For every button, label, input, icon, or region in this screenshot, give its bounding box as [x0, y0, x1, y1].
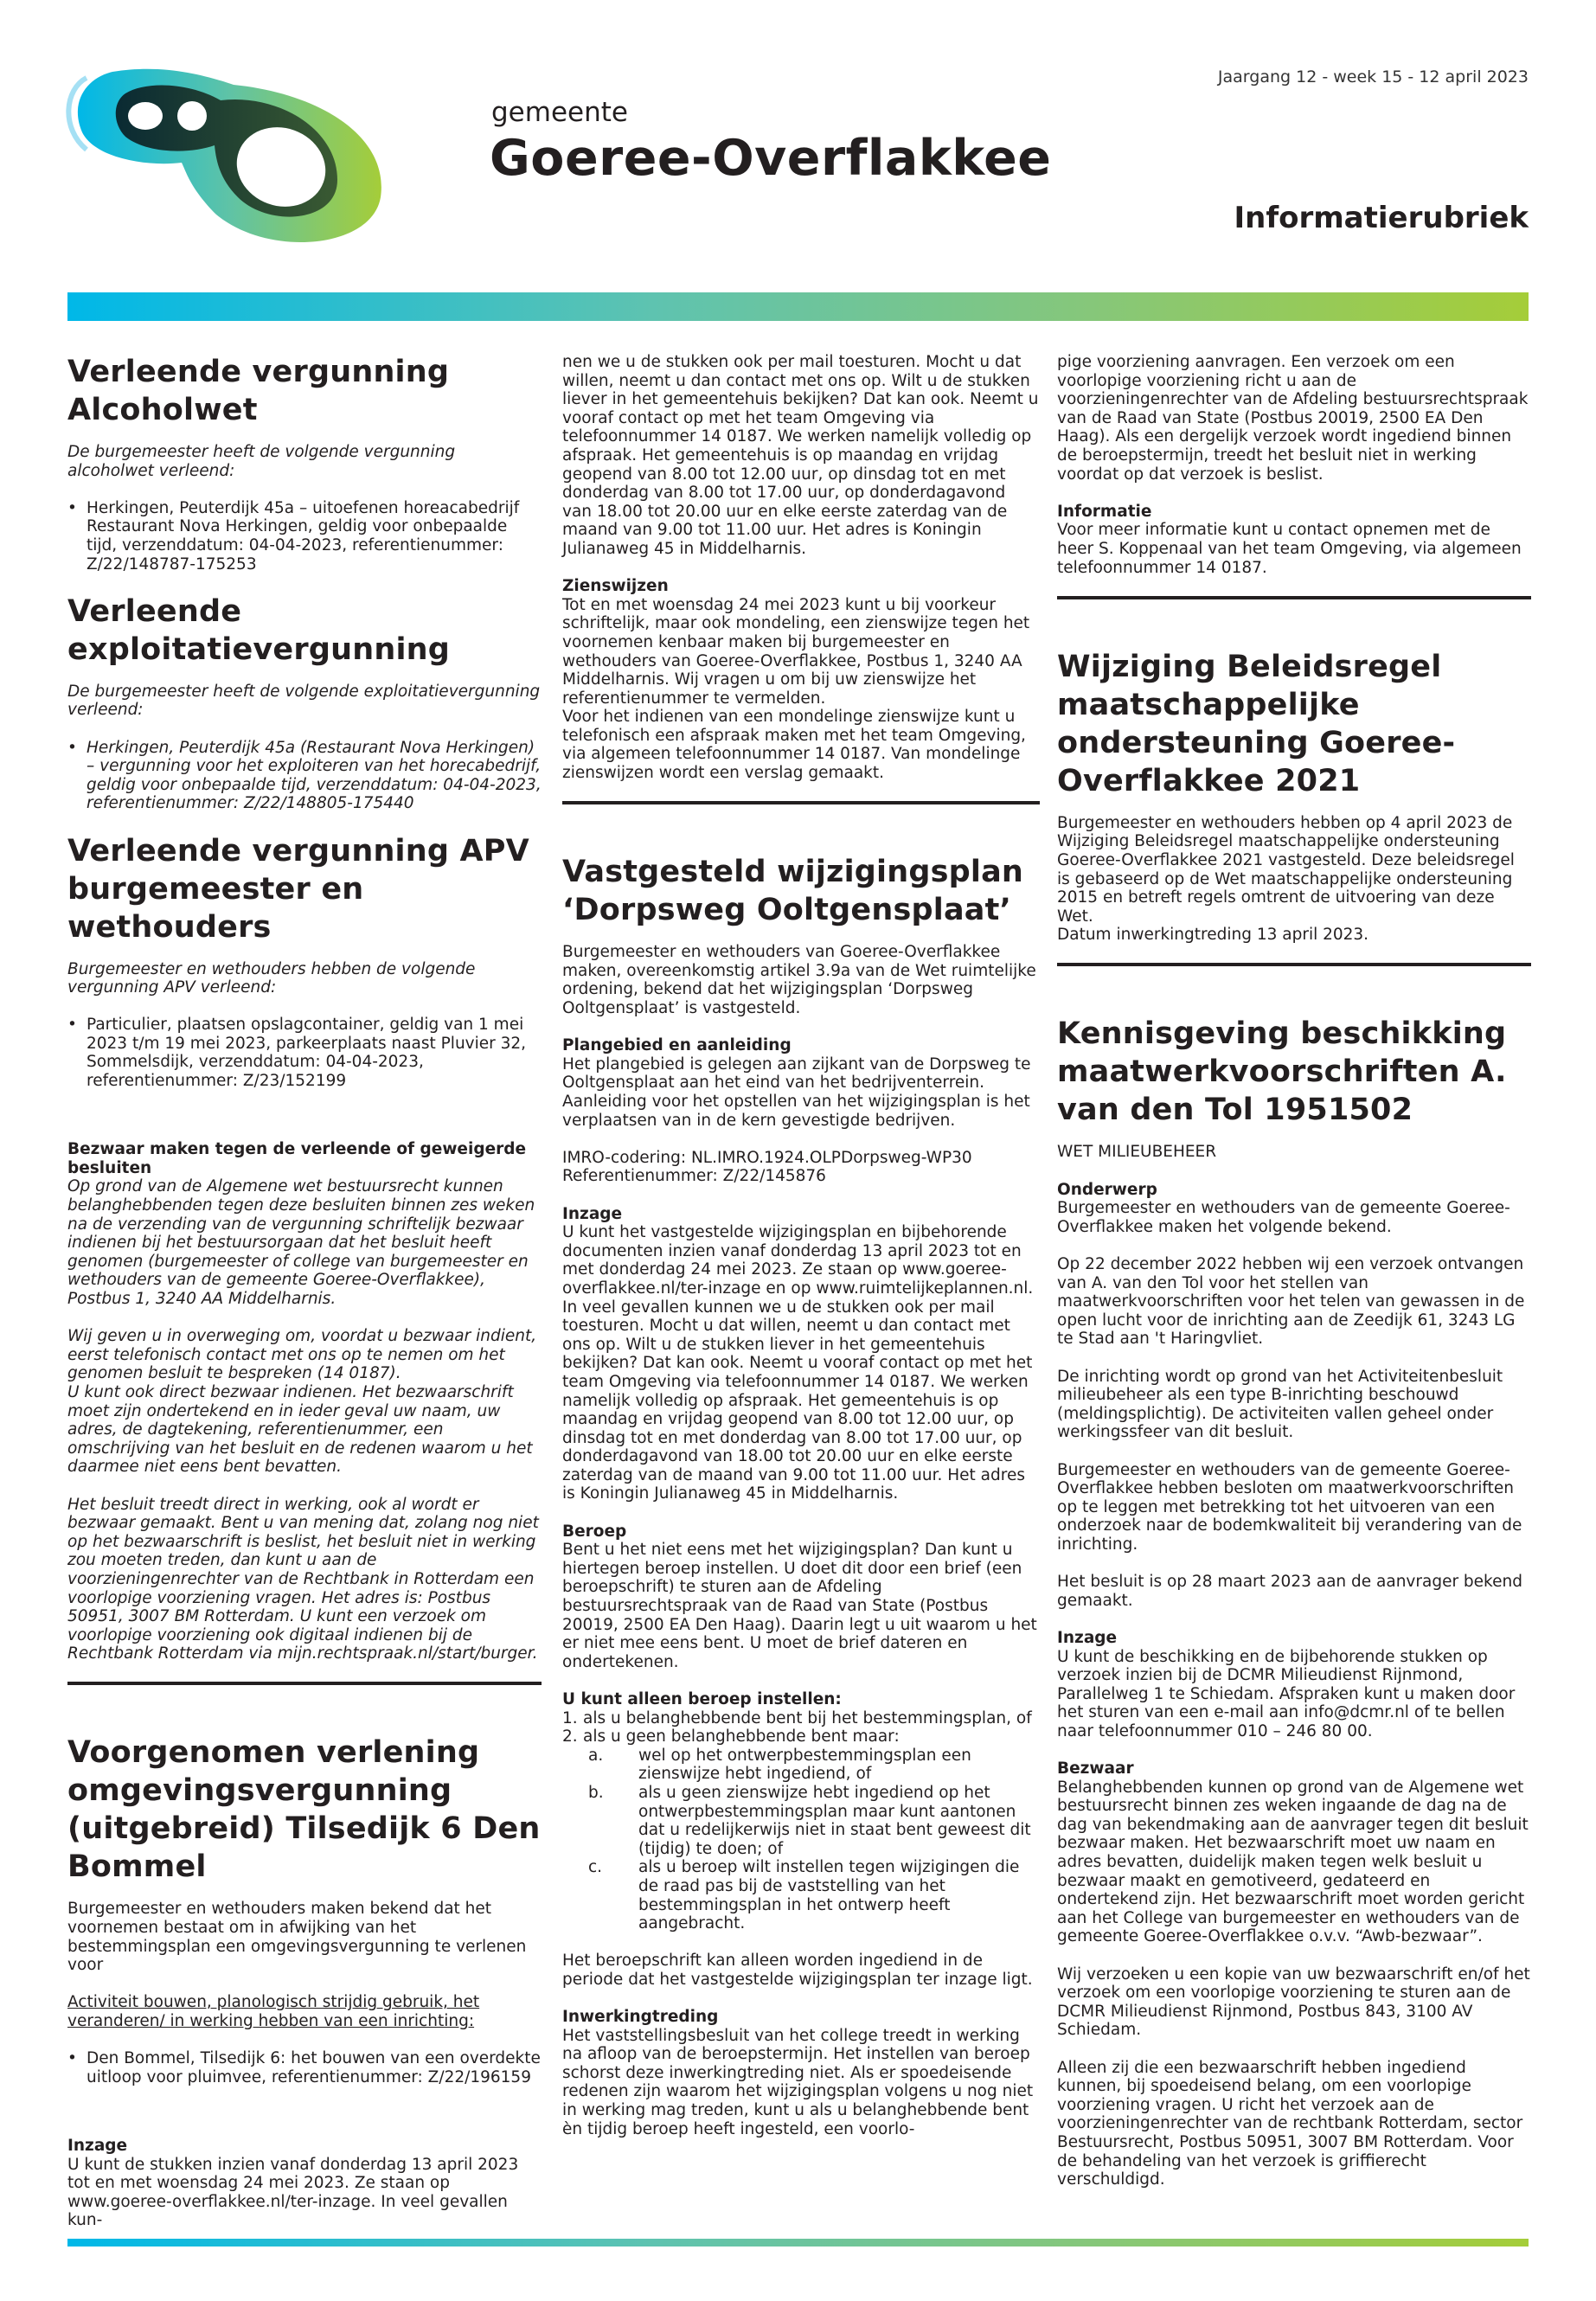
list-letter: a. — [588, 1746, 604, 1765]
paragraph: Burgemeester en wethouders maken bekend dat het voornemen bestaat om in afwijking van het bestemmingsplan een omgevingsvergunning te verlenen voor — [67, 1900, 527, 1975]
header-gradient-bar — [67, 292, 1529, 321]
numbered-list-item — [562, 1709, 1040, 1728]
paragraph: U kunt de stukken inzien vanaf donderdag 13 april 2023 tot en met woensdag 24 mei 2023. Ze staan op www.goeree-overflakkee.nl/ter-inzage. In veel gevallen kun- — [67, 2155, 519, 2230]
lettered-list-item — [588, 1858, 1040, 1932]
subheading: Inwerkingtreding — [562, 2008, 719, 2027]
list-item — [67, 739, 542, 813]
list-item-text: als u beroep wilt instellen tegen wijzigingen die de raad pas bij de vaststelling van het bestemmingsplan in het ontwerp heeft aangebracht. — [638, 1858, 1020, 1933]
paragraph: Alleen zij die een bezwaarschrift hebben ingediend kunnen, bij spoedeisend belang, om een voorlopige voorziening vragen. U richt het verzoek aan de voorzieningenrechter van de rechtbank Rotterdam, sector Bestuursrecht, Postbus 50951, 3007 BM Rotterdam. Voor de behandeling van het verzoek is griffierecht verschuldigd. — [1057, 2058, 1523, 2189]
list-letter: b. — [588, 1783, 604, 1802]
lettered-list-item — [588, 1747, 1040, 1784]
paragraph: Op 22 december 2022 hebben wij een verzoek ontvangen van A. van den Tol voor het stellen van maatwerkvoorschriften voor het telen van gewassen in de open lucht voor de inrichting aan de Zeedijk 61, 3243 LG te Stad aan 't Haringvliet. — [1057, 1255, 1525, 1349]
paragraph: Belanghebbenden kunnen op grond van de Algemene wet bestuursrecht binnen zes weken ingaande de dag na de dag van bekendmaking aan de aanvrager tegen dit besluit bezwaar maken. Het bezwaarschrift moet uw naam en adres bevatten, duidelijk maken tegen welk besluit u bezwaar maakt en gemotiveerd, gedateerd en ondertekend zijn. Het bezwaarschrift moet worden gericht aan het College van burgemeester en wethouders van de gemeente Goeree-Overflakkee o.v.v. “Awb-bezwaar”. — [1057, 1778, 1529, 1946]
divider — [67, 1682, 542, 1685]
spacer — [67, 2106, 542, 2137]
list-item-text: Herkingen, Peuterdijk 45a – uitoefenen horeacabedrijf Restaurant Nova Herkingen, geldig voor onbepaalde tijd, verzenddatum: 04-04-2023, referentienummer: Z/22/148787-175253 — [87, 498, 520, 574]
municipality-name: Goeree-Overflakkee — [490, 130, 1052, 187]
lettered-list-item — [588, 1784, 1040, 1858]
list-item-text: Herkingen, Peuterdijk 45a (Restaurant Nova Herkingen) – vergunning voor het exploiteren van het horecabedrijf, geldig voor onbepaalde tijd, verzenddatum: 04-04-2023, referentienummer: Z/22/148805-175440 — [87, 738, 542, 813]
paragraph: Burgemeester en wethouders van de gemeente Goeree-Overflakkee hebben besloten om maatwerkvoorschriften op te leggen met betrekking tot het uitvoeren van een onderzoek naar de bodemkwaliteit bij verandering van de inrichting. — [1057, 1460, 1522, 1554]
paragraph: IMRO-codering: NL.IMRO.1924.OLPDorpsweg-WP30 Referentienummer: Z/22/145876 — [562, 1148, 972, 1186]
intro-paragraph: Het besluit treedt direct in werking, ook al wordt er bezwaar gemaakt. Bent u van mening dat, zolang nog niet op het bezwaarschrift is beslist, het besluit niet in werking zou moeten treden, dan kunt u aan de voorzieningenrechter van de Rechtbank in Rotterdam een voorlopige voorziening vragen. Het adres is: Postbus 50951, 3007 BM Rotterdam. U kunt een verzoek om voorlopige voorziening ook digitaal indienen bij de Rechtbank Rotterdam via mijn.rechtspraak.nl/start/burger. — [67, 1495, 539, 1663]
paragraph: Bent u het niet eens met het wijzigingsplan? Dan kunt u hiertegen beroep instellen. U doet dit door een brief (een beroepschrift) te sturen aan de Afdeling bestuursrechtspraak van de Raad van State (Postbus 20019, 2500 EA Den Haag). Daarin legt u uit waarom u het er niet mee eens bent. U moet de brief dateren en ondertekenen. — [562, 1541, 1037, 1671]
divider — [1057, 596, 1531, 599]
paragraph: WET MILIEUBEHEER — [1057, 1143, 1217, 1162]
issue-info: Jaargang 12 - week 15 - 12 april 2023 — [1217, 67, 1529, 87]
subheading: Plangebied en aanleiding — [562, 1036, 792, 1055]
subheading: U kunt alleen beroep instellen: — [562, 1690, 842, 1708]
paragraph: Tot en met woensdag 24 mei 2023 kunt u bij voorkeur schriftelijk, maar ook mondeling, een zienswijze tegen het voornemen kenbaar maken bij burgemeester en wethouders van Goeree-Overflakkee, Postbus 1, 3240 AA Middelharnis. Wij vragen u om bij uw zienswijze het referentienummer te vermelden. Voor het indienen van een mondelinge zienswijze kunt u telefonisch een afspraak maken met het team Omgeving, via algemeen telefoonnummer 14 0187. Van mondelinge zienswijzen wordt een verslag gemaakt. — [562, 595, 1030, 783]
paragraph: Het plangebied is gelegen aan zijkant van de Dorpsweg te Ooltgensplaat aan het eind van het bedrijventerrein. Aanleiding voor het opstellen van het wijzigingsplan is het verplaatsen van in de kern gevestigde bedrijven. — [562, 1054, 1031, 1130]
article-heading: Vastgesteld wijzigingsplan ‘Dorpsweg Ooltgensplaat’ — [562, 855, 1024, 928]
lettered-list — [588, 1747, 1040, 1933]
paragraph: Het vaststellingsbesluit van het college treedt in werking na afloop van de beroepstermijn. Het instellen van beroep schorst deze inwerkingtreding niet. Als er spoedeisende redenen zijn waarom het wijzigingsplan volgens u nog niet in werking mag treden, kunt u als u belanghebbende bent èn tijdig beroep heeft ingesteld, een voorlo- — [562, 2026, 1034, 2138]
paragraph: Het besluit is op 28 maart 2023 aan de aanvrager bekend gemaakt. — [1057, 1573, 1522, 1610]
subheading: Inzage — [562, 1204, 623, 1223]
paragraph: Voor meer informatie kunt u contact opnemen met de heer S. Koppenaal van het team Omgeving, via algemeen telefoonnummer 14 0187. — [1057, 521, 1522, 577]
subheading: Zienswijzen — [562, 577, 669, 596]
intro-paragraph: Burgemeester en wethouders hebben de volgende vergunning APV verleend: — [67, 959, 476, 997]
paragraph: Burgemeester en wethouders van Goeree-Overflakkee maken, overeenkomstig artikel 3.9a van de Wet ruimtelijke ordening, bekend dat het wijzigingsplan ‘Dorpsweg Ooltgensplaat’ is vastgesteld. — [562, 943, 1036, 1018]
subheading: Bezwaar — [1057, 1759, 1134, 1779]
bullet-icon: • — [67, 738, 77, 757]
intro-paragraph: De burgemeester heeft de volgende exploitatievergunning verleend: — [67, 682, 541, 720]
list-number: 2. — [562, 1727, 578, 1747]
intro-paragraph: De burgemeester heeft de volgende vergunning alcoholwet verleend: — [67, 443, 456, 480]
list-item — [67, 2049, 542, 2086]
list-item-text: Den Bommel, Tilsedijk 6: het bouwen van een overdekte uitloop voor pluimvee, referentienummer: Z/22/196159 — [87, 2049, 541, 2086]
list-item-text: als u geen zienswijze hebt ingediend op het ontwerpbestemmingsplan maar kunt aantonen dat u redelijkerwijs niet in staat bent geweest dit (tijdig) te doen; of — [638, 1783, 1031, 1858]
numbered-list — [562, 1709, 1040, 1933]
intro-paragraph: Wij geven u in overweging om, voordat u bezwaar indient, eerst telefonisch contact met ons op te nemen om het genomen besluit te bespreken (14 0187). U kunt ook direct bezwaar indienen. Het bezwaarschrift moet zijn ondertekend en in ieder geval uw naam, uw adres, de dagtekening, referentienummer, een omschrijving van het besluit en de redenen waarom u het daarmee niet eens bent bevatten. — [67, 1327, 537, 1477]
footer-gradient-bar — [67, 2239, 1529, 2247]
intro-paragraph: Op grond van de Algemene wet bestuursrecht kunnen belanghebbenden tegen deze besluiten binnen zes weken na de verzending van de vergunning schriftelijk bezwaar indienen bij het bestuursorgaan dat het besluit heeft genomen (burgemeester of college van burgemeester en wethouders van de gemeente Goeree-Overflakkee), Postbus 1, 3240 AA Middelharnis. — [67, 1177, 535, 1308]
column-middle — [562, 353, 1040, 2157]
article-heading: Wijziging Beleidsregel maatschappelijke ondersteuning Goeree-Overflakkee 2021 — [1057, 649, 1456, 798]
spacer — [67, 1109, 542, 1140]
paragraph: U kunt de beschikking en de bijbehorende stukken op verzoek inzien bij de DCMR Milieudienst Rijnmond, Parallelweg 1 te Schiedam. Afspraken kunt u maken door het sturen van een e-mail aan info@dcmr.nl of te bellen naar telefoonnummer 010 – 246 80 00. — [1057, 1647, 1516, 1740]
list-item-text: Particulier, plaatsen opslagcontainer, geldig van 1 mei 2023 t/m 19 mei 2023, parkeerplaats naast Pluvier 32, Sommelsdijk, verzenddatum: 04-04-2023, referentienummer: Z/23/152199 — [87, 1016, 527, 1091]
list-item-text: als u geen belanghebbende bent maar: — [583, 1727, 900, 1747]
bullet-icon: • — [67, 2049, 77, 2068]
subheading: Onderwerp — [1057, 1180, 1157, 1199]
municipality-prefix: gemeente — [491, 97, 628, 128]
divider — [1057, 963, 1531, 966]
municipality-logo — [61, 67, 450, 253]
subheading: Inzage — [67, 2137, 128, 2155]
list-number: 1. — [562, 1708, 578, 1727]
list-item-text: als u belanghebbende bent bij het bestemmingsplan, of — [583, 1708, 1032, 1727]
paragraph: U kunt het vastgestelde wijzigingsplan en bijbehorende documenten inzien vanaf donderdag 13 april 2023 tot en met donderdag 24 mei 2023. Ze staan op www.goeree-overflakkee.nl/ter-inzage en op www.ruimtelijkeplannen.nl. In veel gevallen kunnen we u de stukken ook per mail toesturen. Mocht u dat willen, neemt u dan contact met ons op. Wilt u de stukken liever in het gemeentehuis bekijken? Dat kan ook. Neemt u vooraf contact op met het team Omgeving via telefoonnummer 14 0187. We werken namelijk volledig op afspraak. Het gemeentehuis is op maandag en vrijdag geopend van 8.00 tot 12.00 uur, op dinsdag tot en met donderdag van 8.00 tot 17.00 uur, op donderdagavond van 18.00 tot 20.00 uur en elke eerste zaterdag van de maand van 9.00 tot 11.00 uur. Het adres is Koningin Julianaweg 45 in Middelharnis. — [562, 1223, 1034, 1503]
column-right — [1057, 353, 1531, 2208]
subheading: Informatie — [1057, 502, 1152, 521]
article-heading: Verleende vergunning APV burgemeester en wethouders — [67, 833, 529, 945]
paragraph: Burgemeester en wethouders hebben op 4 april 2023 de Wijziging Beleidsregel maatschappelijke ondersteuning Goeree-Overflakkee 2021 vastgesteld. Deze beleidsregel is gebaseerd op de Wet maatschappelijke ondersteuning 2015 en betreft regels omtrent de uitvoering van deze Wet. Datum inwerkingtreding 13 april 2023. — [1057, 813, 1515, 945]
subheading: Beroep — [562, 1522, 627, 1541]
article-heading: Kennisgeving beschikking maatwerkvoorschriften A. van den Tol 1951502 — [1057, 1016, 1507, 1128]
list-item-text: wel op het ontwerpbestemmingsplan een zienswijze hebt ingediend, of — [638, 1746, 971, 1784]
bullet-icon: • — [67, 498, 77, 517]
paragraph: nen we u de stukken ook per mail toesturen. Mocht u dat willen, neemt u dan contact met ons op. Wilt u de stukken liever in het gemeentehuis bekijken? Dat kan ook. Neemt u vooraf contact op met het team Omgeving via telefoonnummer 14 0187. We werken namelijk volledig op afspraak. Het gemeentehuis is op maandag en vrijdag geopend van 8.00 tot 12.00 uur, op dinsdag tot en met donderdag van 8.00 tot 17.00 uur, op donderdagavond van 18.00 tot 20.00 uur en elke eerste zaterdag van de maand van 9.00 tot 11.00 uur. Het adres is Koningin Julianaweg 45 in Middelharnis. — [562, 353, 1039, 558]
numbered-list-item — [562, 1727, 1040, 1747]
subheading: Inzage — [1057, 1628, 1118, 1647]
article-heading: Verleende exploitatievergunning — [67, 593, 451, 667]
list-item — [67, 499, 542, 574]
subheading: Bezwaar maken tegen de verleende of geweigerde besluiten — [67, 1140, 527, 1177]
paragraph: Wij verzoeken u een kopie van uw bezwaarschrift en/of het verzoek om een voorlopige voorziening te sturen aan de DCMR Milieudienst Rijnmond, Postbus 843, 3100 AV Schiedam. — [1057, 1965, 1530, 2040]
section-title: Informatierubriek — [1234, 201, 1529, 235]
paragraph: De inrichting wordt op grond van het Activiteitenbesluit milieubeheer als een type B-inrichting beschouwd (meldingsplichtig). De activiteiten vallen geheel onder werkingssfeer van dit besluit. — [1057, 1367, 1503, 1442]
activity-label: Activiteit bouwen, planologisch strijdig gebruik, het veranderen/ in werking hebben van een inrichting: — [67, 1993, 480, 2031]
list-item — [67, 1016, 542, 1090]
article-heading: Verleende vergunning Alcoholwet — [67, 355, 450, 427]
column-left — [67, 353, 542, 2249]
bullet-icon: • — [67, 1016, 77, 1035]
paragraph: pige voorziening aanvragen. Een verzoek om een voorlopige voorziening richt u aan de voorzieningenrechter van de Afdeling bestuursrechtspraak van de Raad van State (Postbus 20019, 2500 EA Den Haag). Als een dergelijk verzoek wordt ingediend binnen de beroepstermijn, treedt het besluit niet in werking voordat op dat verzoek is beslist. — [1057, 353, 1529, 484]
list-letter: c. — [588, 1858, 603, 1877]
paragraph: Burgemeester en wethouders van de gemeente Goeree-Overflakkee maken het volgende bekend. — [1057, 1199, 1510, 1236]
paragraph: Het beroepschrift kan alleen worden ingediend in de periode dat het vastgestelde wijzigingsplan ter inzage ligt. — [562, 1952, 1033, 1989]
article-heading: Voorgenomen verlening omgevingsvergunning (uitgebreid) Tilsedijk 6 Den Bommel — [67, 1735, 541, 1885]
divider — [562, 801, 1040, 804]
